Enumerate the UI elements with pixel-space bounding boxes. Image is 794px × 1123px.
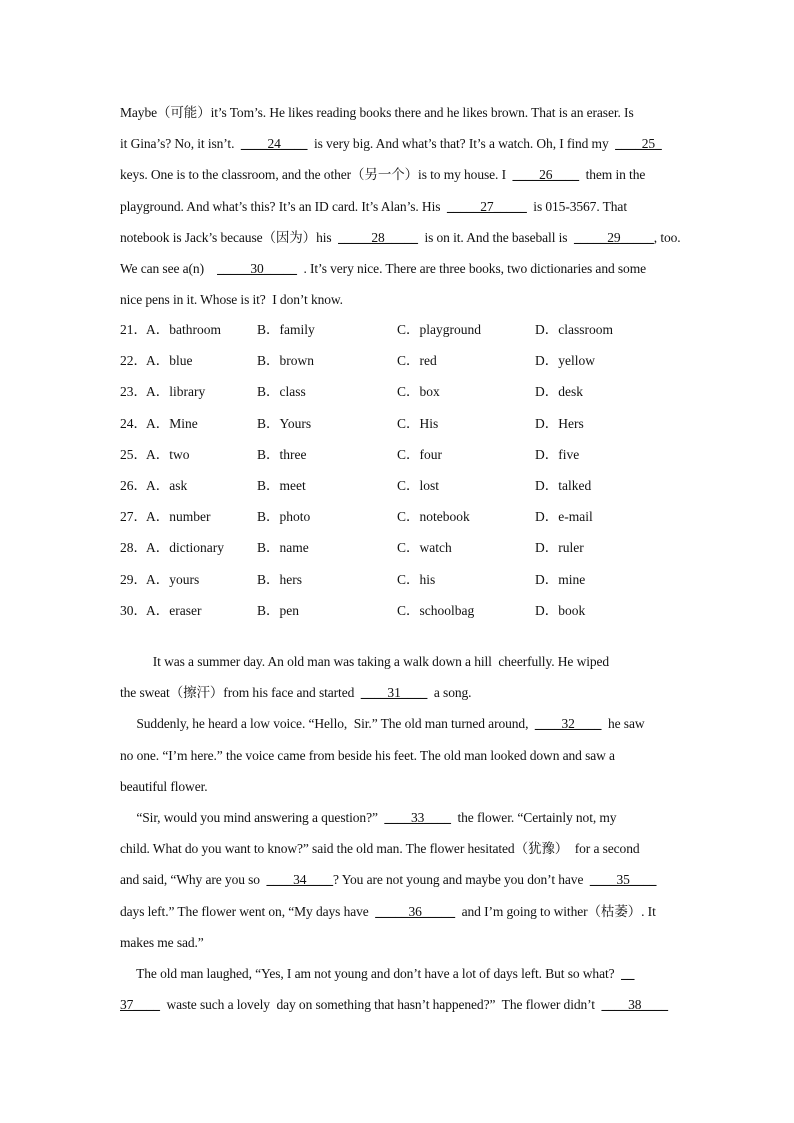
- text-run: and said, “Why are you so: [120, 872, 267, 888]
- answer-blank: __: [621, 966, 635, 981]
- question-row: [120, 415, 680, 433]
- option-a: A．two: [146, 446, 190, 462]
- text-run: ? You are not young and maybe you don’t have: [333, 872, 590, 888]
- text-run: nice pens in it. Whose is it? I don’t know.: [120, 292, 343, 308]
- passage1-line: [120, 104, 680, 122]
- answer-blank: ____31____: [360, 685, 428, 701]
- text-run: We can see a(n): [120, 261, 218, 276]
- text-run: playground. And what’s this? It’s an ID card. It’s Alan’s. His: [120, 198, 447, 214]
- text-run: keys. One is to the classroom, and the other（另一个）is to my house. I: [120, 167, 513, 183]
- text-run: is on it. And the baseball is: [417, 229, 574, 245]
- text-run: a song.: [427, 685, 472, 701]
- passage2-line: [120, 903, 680, 921]
- option-b: B．Yours: [257, 415, 312, 431]
- option-d: D．mine: [535, 571, 586, 587]
- question-row: [120, 508, 680, 526]
- question-number: 26．: [120, 478, 147, 493]
- question-number: 21．: [120, 322, 147, 337]
- text-run: child. What do you want to know?” said the old man. The flower hesitated（犹豫） for a second: [120, 841, 640, 857]
- question-number: 24．: [120, 415, 147, 431]
- option-a: A．bathroom: [146, 322, 221, 337]
- question-row: [120, 446, 680, 464]
- option-d: D．five: [535, 446, 580, 462]
- question-row: [120, 321, 680, 339]
- text-run: makes me sad.”: [120, 934, 204, 950]
- option-c: C．box: [397, 384, 440, 400]
- answer-blank: _____30_____: [217, 261, 297, 276]
- answer-blank: ____33____: [384, 810, 451, 825]
- option-c: C．four: [397, 446, 442, 462]
- question-number: 22．: [120, 353, 147, 369]
- option-c: C．playground: [397, 322, 481, 337]
- option-b: B．pen: [257, 602, 299, 618]
- text-run: beautiful flower.: [120, 778, 208, 794]
- option-d: D．book: [535, 602, 586, 618]
- answer-blank: _____27_____: [446, 198, 527, 214]
- passage2-line: [120, 715, 680, 733]
- passage2-line: [120, 653, 680, 671]
- answer-blank: ____32____: [534, 716, 602, 732]
- question-row: [120, 477, 680, 495]
- passage2-line: [120, 996, 680, 1014]
- text-run: is 015-3567. That: [526, 198, 627, 214]
- option-c: C．schoolbag: [397, 602, 475, 618]
- text-run: Suddenly, he heard a low voice. “Hello, Sir.” The old man turned around,: [120, 716, 535, 732]
- answer-blank: ____25_: [615, 136, 662, 152]
- option-a: A．number: [146, 509, 211, 525]
- option-c: C．lost: [397, 478, 440, 493]
- answer-blank: ____34____: [266, 872, 334, 888]
- passage2-line: [120, 778, 680, 796]
- text-run: it Gina’s? No, it isn’t.: [120, 136, 241, 152]
- option-b: B．class: [257, 384, 306, 400]
- text-run: them in the: [579, 167, 646, 183]
- question-number: 23．: [120, 384, 147, 400]
- question-number: 25．: [120, 446, 147, 462]
- text-run: notebook is Jack’s because（因为）his: [120, 229, 339, 245]
- question-row: [120, 352, 680, 370]
- option-d: D．classroom: [535, 322, 613, 337]
- answer-blank: ____35____: [589, 872, 657, 888]
- text-run: the sweat（擦汗）from his face and started: [120, 685, 361, 701]
- question-number: 30．: [120, 602, 147, 618]
- question-row: [120, 571, 680, 589]
- passage1-line: [120, 260, 680, 278]
- passage2-line: [120, 809, 680, 827]
- passage2-line: [120, 747, 680, 765]
- passage2-line: [120, 965, 680, 983]
- answer-blank: ____38____: [601, 997, 669, 1013]
- option-b: B．photo: [257, 509, 311, 525]
- option-d: D．desk: [535, 384, 583, 400]
- option-c: C．red: [397, 353, 437, 369]
- option-d: D．talked: [535, 478, 592, 493]
- passage1-line: [120, 291, 680, 309]
- text-run: Maybe（可能）it’s Tom’s. He likes reading books there and he likes brown. That is an eraser. Is: [120, 105, 634, 120]
- answer-blank: _____29_____: [573, 229, 654, 245]
- text-run: It was a summer day. An old man was taking a walk down a hill cheerfully. He wiped: [120, 654, 610, 669]
- text-run: and I’m going to wither（枯萎）. It: [455, 903, 656, 919]
- text-run: , too.: [653, 229, 681, 245]
- passage2-line: [120, 684, 680, 702]
- passage1-line: [120, 135, 680, 153]
- option-b: B．family: [257, 322, 315, 337]
- passage1-line: [120, 166, 680, 184]
- text-run: days left.” The flower went on, “My days have: [120, 903, 376, 919]
- option-b: B．name: [257, 540, 309, 556]
- question-row: [120, 602, 680, 620]
- passage2-line: [120, 840, 680, 858]
- option-a: A．blue: [146, 353, 193, 369]
- option-c: C．his: [397, 571, 436, 587]
- text-run: he saw: [601, 716, 645, 732]
- option-a: A．Mine: [146, 415, 198, 431]
- text-run: “Sir, would you mind answering a question?”: [120, 810, 385, 825]
- option-a: A．dictionary: [146, 540, 224, 556]
- question-number: 28．: [120, 540, 147, 556]
- option-d: D．yellow: [535, 353, 595, 369]
- option-d: D．Hers: [535, 415, 584, 431]
- option-d: D．ruler: [535, 540, 584, 556]
- question-number: 29．: [120, 571, 147, 587]
- option-c: C．watch: [397, 540, 452, 556]
- option-b: B．three: [257, 446, 307, 462]
- answer-blank: _____36_____: [375, 903, 456, 919]
- option-c: C．His: [397, 415, 439, 431]
- text-run: the flower. “Certainly not, my: [450, 810, 617, 825]
- answer-blank: ____26____: [512, 167, 580, 183]
- text-run: no one. “I’m here.” the voice came from beside his feet. The old man looked down and saw a: [120, 747, 615, 763]
- option-a: A．library: [146, 384, 206, 400]
- text-run: waste such a lovely day on something that hasn’t happened?” The flower didn’t: [159, 997, 602, 1013]
- text-run: The old man laughed, “Yes, I am not young and don’t have a lot of days left. But so what?: [120, 966, 622, 981]
- option-b: B．hers: [257, 571, 302, 587]
- text-run: is very big. And what’s that? It’s a watch. Oh, I find my: [307, 136, 616, 152]
- question-number: 27．: [120, 509, 147, 525]
- answer-blank: _____28_____: [338, 229, 418, 245]
- option-b: B．meet: [257, 478, 306, 493]
- option-d: D．e-mail: [535, 509, 593, 525]
- option-a: A．yours: [146, 571, 200, 587]
- option-a: A．ask: [146, 478, 188, 493]
- text-run: . It’s very nice. There are three books, two dictionaries and some: [296, 261, 646, 276]
- option-b: B．brown: [257, 353, 314, 369]
- passage2-line: [120, 871, 680, 889]
- answer-blank: ____24____: [240, 136, 308, 152]
- question-row: [120, 539, 680, 557]
- question-row: [120, 383, 680, 401]
- passage2-line: [120, 934, 680, 952]
- answer-blank: 37____: [120, 997, 160, 1013]
- option-c: C．notebook: [397, 509, 470, 525]
- passage1-line: [120, 198, 680, 216]
- option-a: A．eraser: [146, 602, 202, 618]
- passage1-line: [120, 229, 680, 247]
